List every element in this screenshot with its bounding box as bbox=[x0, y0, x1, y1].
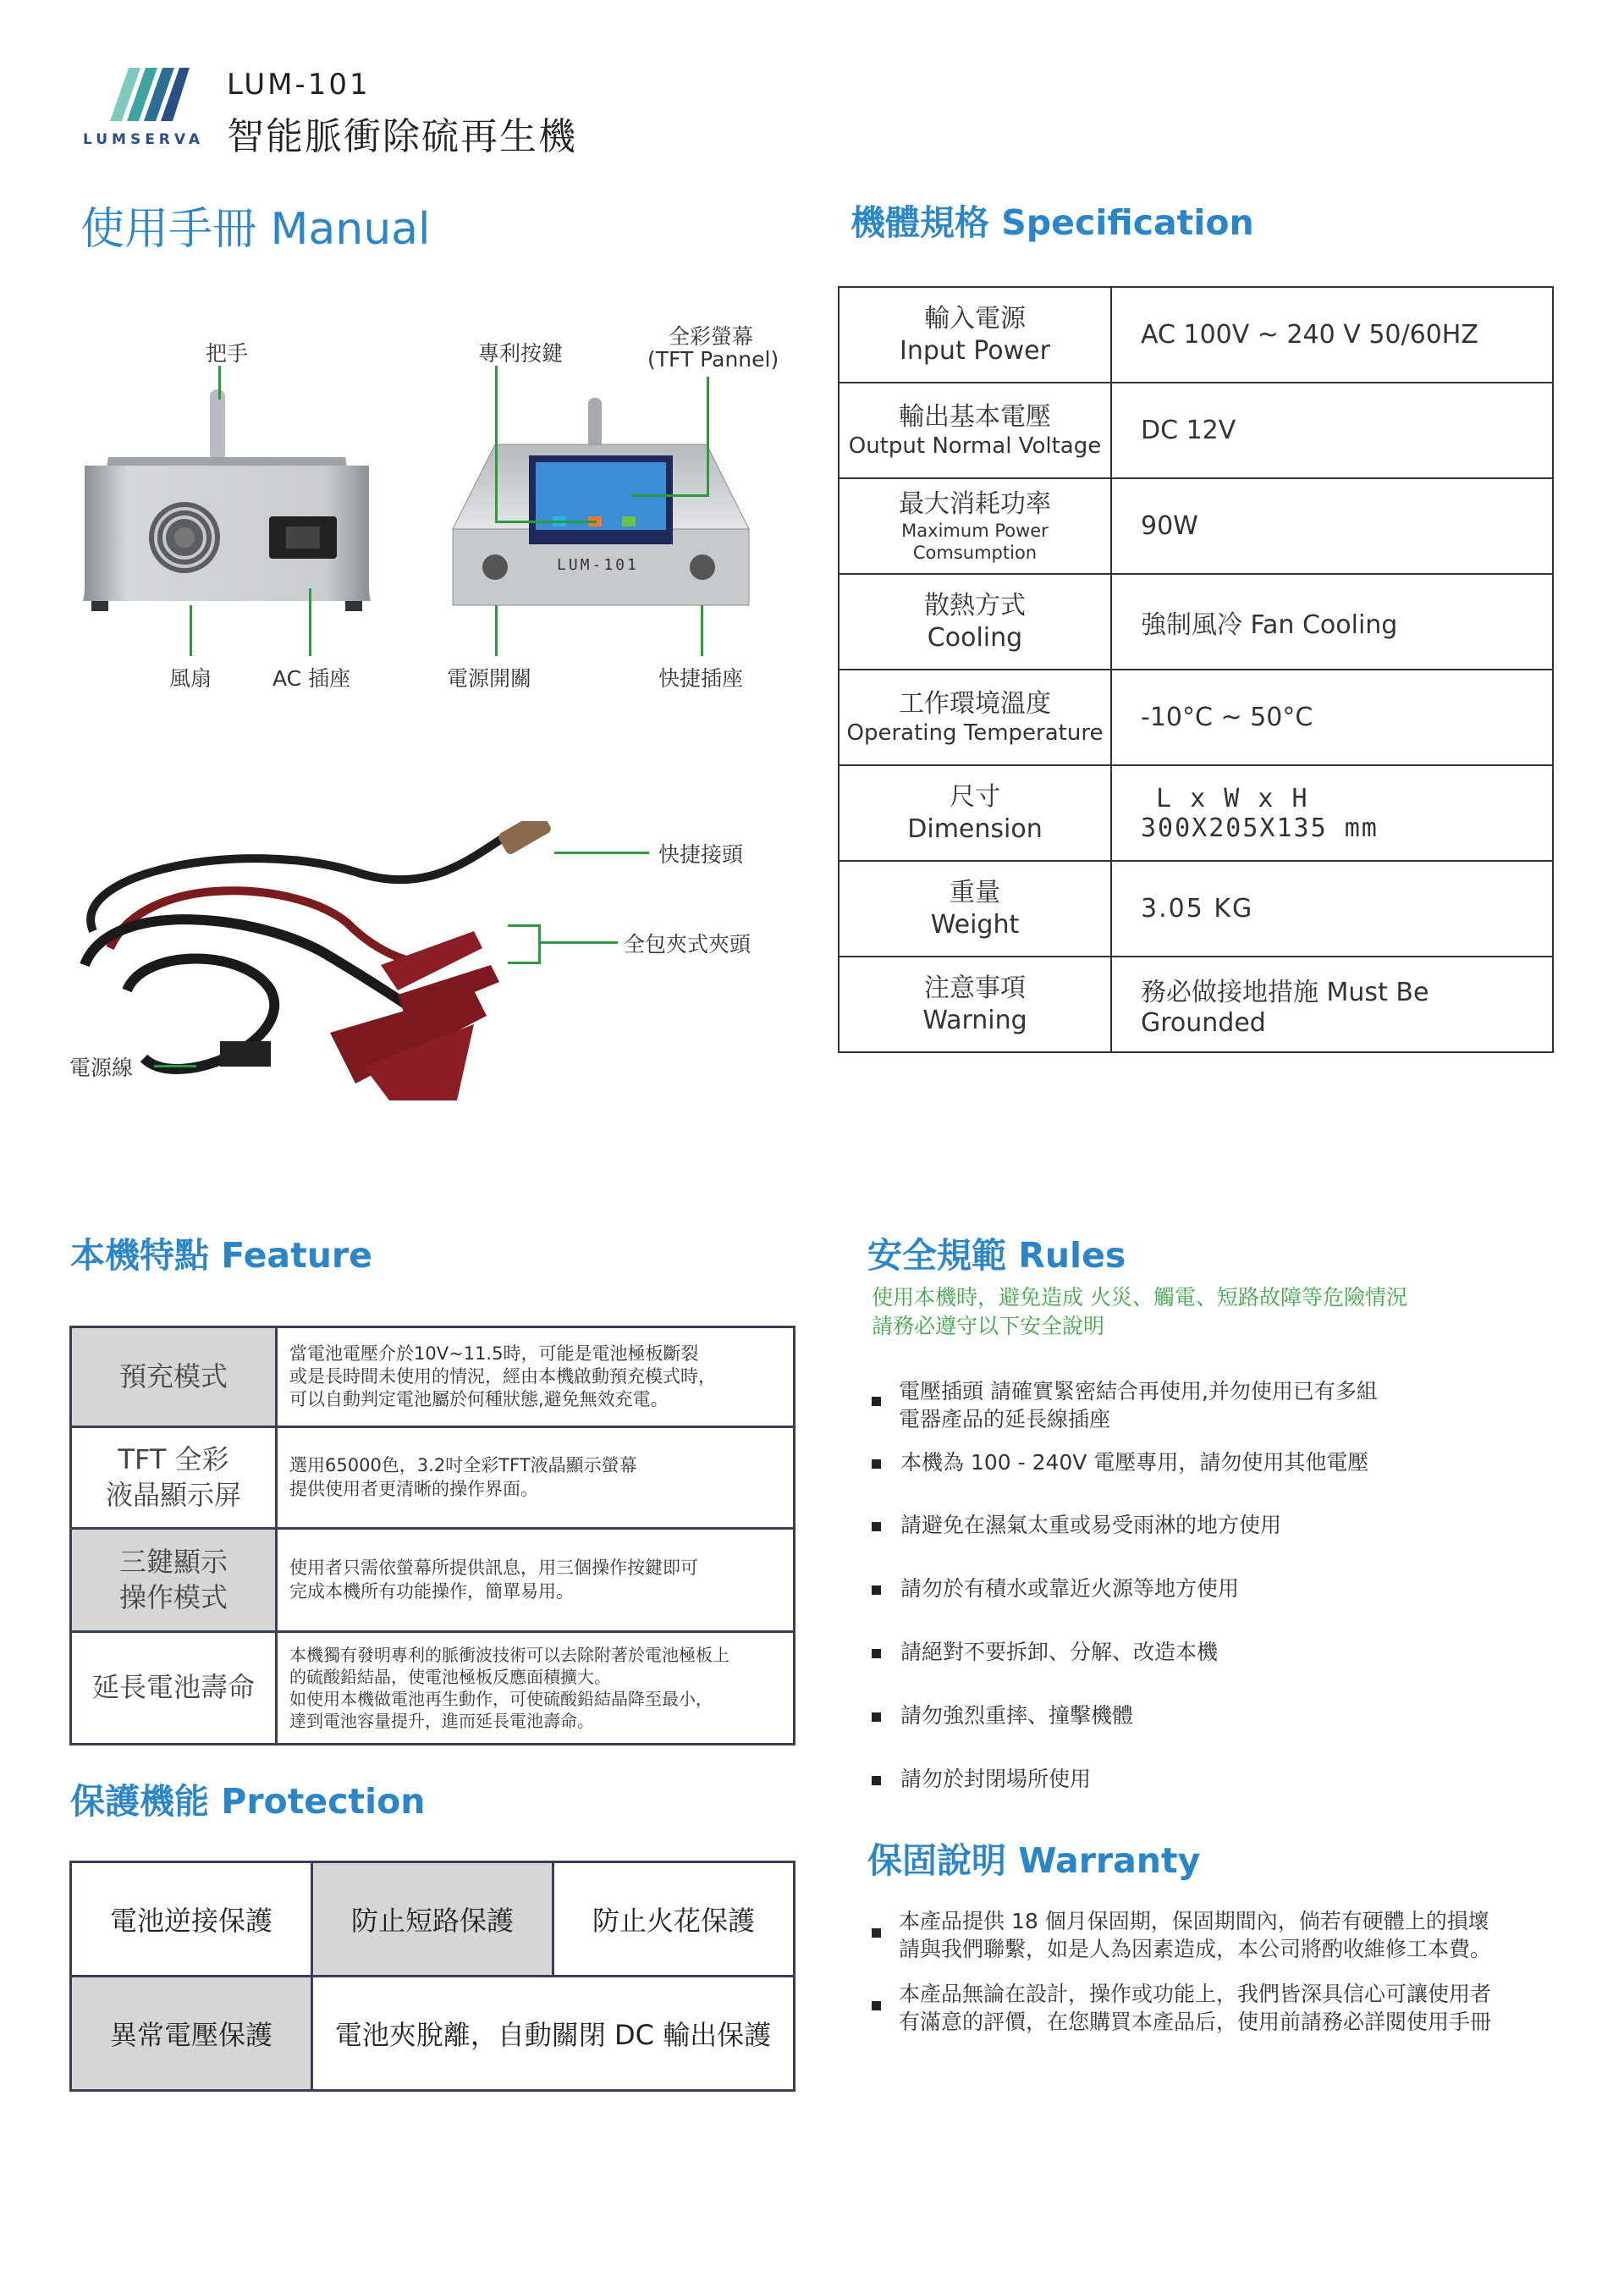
spec-row bbox=[839, 383, 1553, 478]
spec-value: 強制風冷 Fan Cooling bbox=[1111, 574, 1553, 670]
spec-value: DC 12V bbox=[1111, 383, 1553, 478]
warranty-item: 本產品無論在設計，操作或功能上，我們皆深具信心可讓使用者 有滿意的評價，在您購買本產品后，使用前請務必詳閱使用手冊 bbox=[899, 1982, 1492, 2034]
feature-key: TFT 全彩 液晶顯示屏 bbox=[71, 1427, 277, 1529]
brand-logo bbox=[102, 63, 195, 131]
spec-key-en: Maximum Power Comsumption bbox=[901, 521, 1049, 564]
spec-key-en: Output Normal Voltage bbox=[848, 433, 1102, 459]
label-clamp: 全包夾式夾頭 bbox=[624, 932, 751, 957]
spec-value: AC 100V ~ 240 V 50/60HZ bbox=[1111, 287, 1553, 383]
spec-row bbox=[839, 574, 1553, 670]
rule-item: 請絕對不要拆卸、分解、改造本機 bbox=[900, 1640, 1219, 1664]
label-screen-line1: 全彩螢幕 bbox=[669, 324, 754, 349]
feature-desc: 選用65000色，3.2吋全彩TFT液晶顯示螢幕 提供使用者更清晰的操作界面。 bbox=[277, 1427, 795, 1529]
product-title: 智能脈衝除硫再生機 bbox=[227, 115, 577, 158]
protection-cell: 防止火花保護 bbox=[553, 1862, 795, 1977]
feature-row bbox=[71, 1427, 795, 1529]
spec-value: 3.05 KG bbox=[1111, 861, 1553, 957]
spec-key-en: Weight bbox=[930, 909, 1020, 940]
rule-item: 請勿強烈重摔、撞擊機體 bbox=[900, 1703, 1134, 1728]
protection-cell: 電池逆接保護 bbox=[71, 1862, 312, 1977]
spec-key-en: Dimension bbox=[907, 813, 1043, 844]
feature-desc: 使用者只需依螢幕所提供訊息，用三個操作按鍵即可 完成本機所有功能操作，簡單易用。 bbox=[277, 1529, 795, 1632]
feature-section-title: 本機特點 Feature bbox=[70, 1235, 372, 1276]
spec-row bbox=[839, 478, 1553, 574]
spec-value-line2: 300X205X135 mm bbox=[1141, 813, 1379, 843]
spec-row bbox=[839, 670, 1553, 765]
feature-key: 三鍵顯示 操作模式 bbox=[71, 1529, 277, 1632]
warranty-section-title: 保固說明 Warranty bbox=[867, 1840, 1201, 1881]
spec-key-en: Operating Temperature bbox=[846, 720, 1104, 746]
manual-section-title: 使用手冊 Manual bbox=[80, 204, 431, 255]
spec-key-en: Input Power bbox=[900, 335, 1050, 366]
feature-row bbox=[71, 1327, 795, 1427]
model-name: LUM-101 bbox=[227, 68, 371, 102]
rule-item: 電壓插頭 請確實緊密結合再使用,并勿使用已有多組 電器產品的延長線插座 bbox=[899, 1379, 1378, 1431]
spec-value: 90W bbox=[1111, 478, 1553, 574]
spec-key-zh: 注意事項 bbox=[924, 973, 1026, 1003]
spec-key-zh: 最大消耗功率 bbox=[899, 488, 1051, 519]
spec-key-zh: 尺寸 bbox=[950, 782, 1000, 812]
rule-item: 請避免在濕氣太重或易受雨淋的地方使用 bbox=[900, 1513, 1282, 1537]
label-fan: 風扇 bbox=[169, 666, 212, 691]
spec-row bbox=[839, 861, 1553, 957]
protection-cell: 電池夾脫離，自動關閉 DC 輸出保護 bbox=[312, 1977, 795, 2091]
label-quick-socket: 快捷插座 bbox=[658, 666, 744, 691]
protection-table bbox=[69, 1861, 795, 2092]
spec-key-en: Cooling bbox=[927, 622, 1023, 653]
label-screen-line2: (TFT Pannel) bbox=[647, 347, 779, 372]
label-ac-socket: AC 插座 bbox=[273, 666, 351, 691]
feature-desc: 當電池電壓介於10V~11.5時，可能是電池極板斷裂 或是長時間未使用的情況，經由本機啟動預充模式時， 可以自動判定電池屬於何種狀態,避免無效充電。 bbox=[277, 1327, 795, 1427]
spec-key-zh: 重量 bbox=[950, 878, 1000, 907]
brand-name: LUMSERVA bbox=[83, 131, 205, 148]
feature-row bbox=[71, 1529, 795, 1632]
feature-table bbox=[69, 1326, 795, 1745]
protection-row bbox=[71, 1862, 795, 1977]
protection-cell: 防止短路保護 bbox=[312, 1862, 553, 1977]
spec-row bbox=[839, 765, 1553, 861]
spec-key-zh: 散熱方式 bbox=[924, 591, 1026, 620]
rule-item: 本機為 100 - 240V 電壓專用，請勿使用其他電壓 bbox=[900, 1450, 1369, 1475]
label-power-switch: 電源開關 bbox=[447, 666, 532, 691]
spec-key-zh: 工作環境溫度 bbox=[899, 688, 1051, 719]
label-patent-keys: 專利按鍵 bbox=[478, 341, 564, 366]
spec-value-line1: L x W x H bbox=[1156, 783, 1309, 813]
rule-item: 請勿於有積水或靠近火源等地方使用 bbox=[900, 1576, 1240, 1601]
feature-key: 延長電池壽命 bbox=[71, 1632, 277, 1745]
spec-row bbox=[839, 957, 1553, 1052]
protection-row bbox=[71, 1977, 795, 2091]
spec-key-zh: 輸入電源 bbox=[924, 304, 1026, 334]
feature-desc: 本機獨有發明專利的脈衝波技術可以去除附著於電池極板上 的硫酸鉛結晶，使電池極板反應面積擴大。 如使用本機做電池再生動作，可使硫酸鉛結晶降至最小， 達到電池容量提升，進而延長電池壽命。 bbox=[277, 1632, 795, 1745]
feature-key: 預充模式 bbox=[71, 1327, 277, 1427]
rules-section-title: 安全規範 Rules bbox=[867, 1235, 1126, 1276]
rule-item: 請勿於封閉場所使用 bbox=[900, 1767, 1092, 1791]
spec-table bbox=[838, 286, 1554, 1053]
protection-cell: 異常電壓保護 bbox=[71, 1977, 312, 2091]
warranty-item: 本產品提供 18 個月保固期，保固期間內，倘若有硬體上的損壞 請與我們聯繫，如是人為因素造成，本公司將酌收維修工本費。 bbox=[899, 1909, 1492, 1961]
rules-intro: 使用本機時，避免造成 火災、觸電、短路故障等危險情況 請務必遵守以下安全說明 bbox=[872, 1285, 1407, 1338]
cable-clamps-image bbox=[76, 821, 601, 1117]
spec-section-title: 機體規格 Specification bbox=[851, 202, 1254, 243]
spec-key-en: Warning bbox=[922, 1005, 1027, 1035]
spec-row bbox=[839, 287, 1553, 383]
device-front-model-label: LUM-101 bbox=[557, 556, 639, 574]
protection-section-title: 保護機能 Protection bbox=[70, 1781, 426, 1822]
label-handle: 把手 bbox=[206, 341, 249, 366]
label-quick-connector: 快捷接頭 bbox=[658, 842, 744, 867]
device-back-image bbox=[74, 389, 379, 618]
spec-value: -10°C ~ 50°C bbox=[1111, 670, 1553, 765]
device-front-image bbox=[444, 398, 757, 618]
spec-value: 務必做接地措施 Must Be Grounded bbox=[1111, 957, 1553, 1052]
feature-row bbox=[71, 1632, 795, 1745]
spec-key-zh: 輸出基本電壓 bbox=[899, 401, 1051, 432]
label-power-cord: 電源線 bbox=[69, 1056, 134, 1080]
